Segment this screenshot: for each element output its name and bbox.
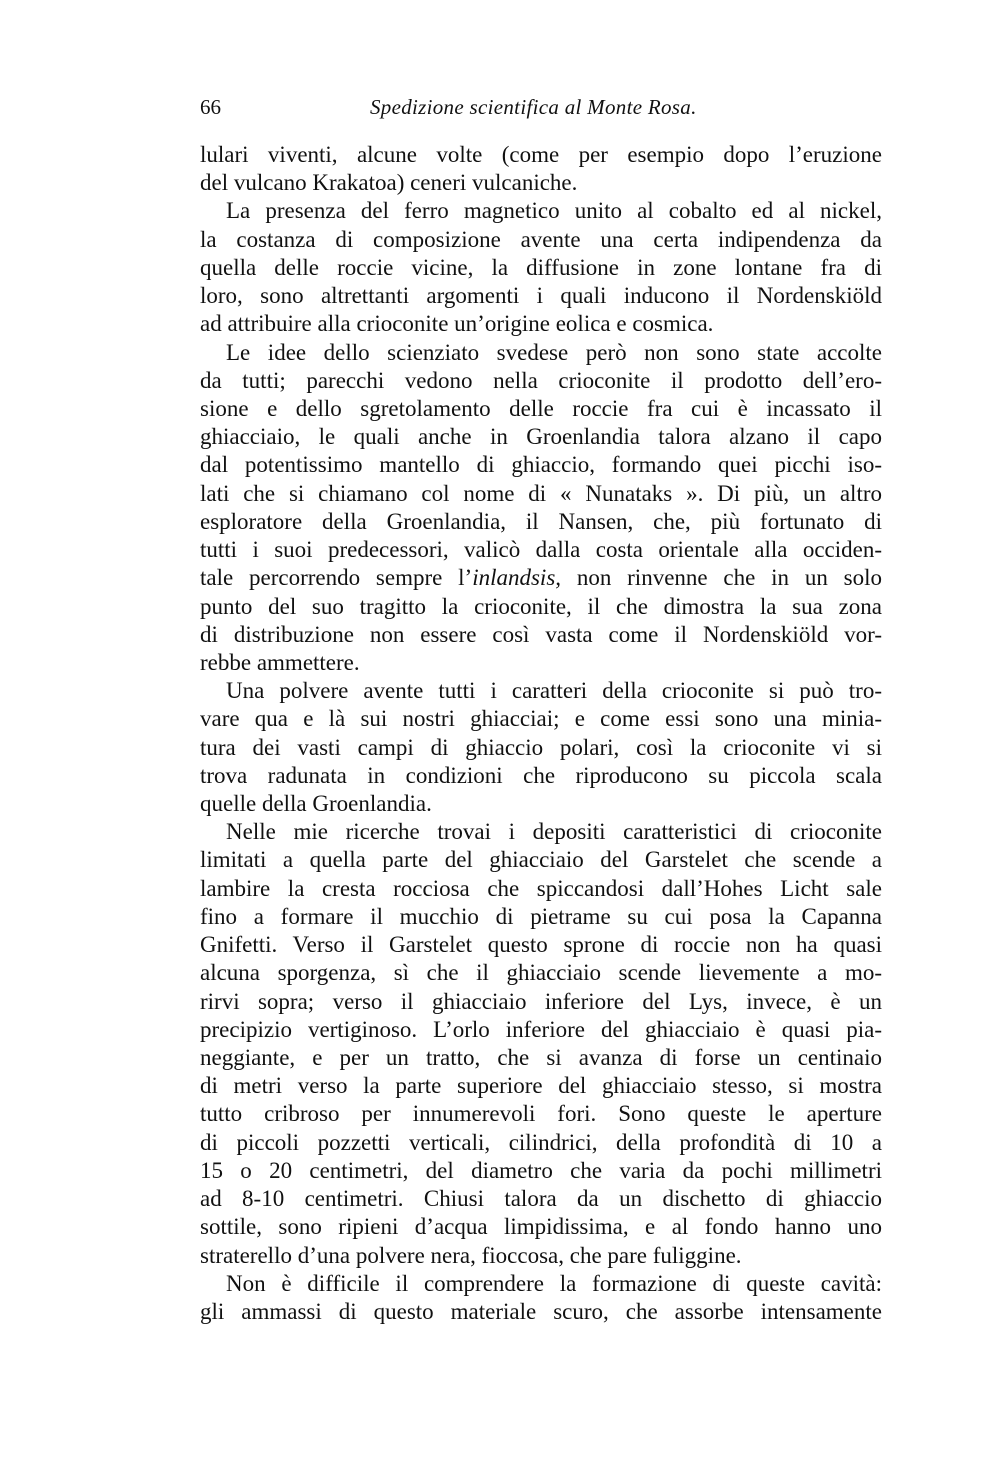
text-line: fino a formare il mucchio di pietrame su cui posa la Capanna <box>200 903 882 929</box>
text-line: tura dei vasti campi di ghiaccio polari, così la crioconite vi si <box>200 734 882 760</box>
text-line: vare qua e là sui nostri ghiacciai; e come essi sono una minia- <box>200 706 882 732</box>
text-line: Non è difficile il comprendere la formazione di queste cavità: <box>226 1270 882 1296</box>
text-line: quelle della Groenlandia. <box>200 791 432 817</box>
text-line: limitati a quella parte del ghiacciaio del Garstelet che scende a <box>200 847 882 873</box>
text-line: ad attribuire alla crioconite un’origine eolica e cosmica. <box>200 311 714 337</box>
text-line: 15 o 20 centimetri, del diametro che varia da pochi millimetri <box>200 1157 882 1183</box>
text-line: tutti i suoi predecessori, valicò dalla costa orientale alla occiden- <box>200 537 882 563</box>
text-line: tutto cribroso per innumerevoli fori. Sono queste le aperture <box>200 1101 882 1127</box>
running-title: Spedizione scientifica al Monte Rosa. <box>370 95 697 119</box>
text-line: ghiacciaio, le quali anche in Groenlandia talora alzano il capo <box>200 424 882 450</box>
text-line: quella delle roccie vicine, la diffusione in zone lontane fra di <box>200 254 882 280</box>
text-line: lulari viventi, alcune volte (come per esempio dopo l’eruzione <box>200 142 882 167</box>
italic-term: inlandsis, <box>472 565 562 591</box>
text-line: loro, sono altrettanti argomenti i quali inducono il Nordenskiöld <box>200 283 882 309</box>
page-number: 66 <box>200 95 221 119</box>
text-line: esploratore della Groenlandia, il Nansen, che, più fortunato di <box>200 508 882 534</box>
text-line: precipizio vertiginoso. L’orlo inferiore del ghiacciaio è quasi pia- <box>200 1016 882 1042</box>
text-line: del vulcano Krakatoa) ceneri vulcaniche. <box>200 170 578 196</box>
text-line: Una polvere avente tutti i caratteri della crioconite si può tro- <box>226 678 882 704</box>
text-line: gli ammassi di questo materiale scuro, che assorbe intensamente <box>200 1298 882 1324</box>
text-line: punto del suo tragitto la crioconite, il che dimostra la sua zona <box>200 593 882 619</box>
text-line: rirvi sopra; verso il ghiacciaio inferiore del Lys, invece, è un <box>200 988 882 1014</box>
text-line: Le idee dello scienziato svedese però non sono state accolte <box>226 339 882 365</box>
text-line: rebbe ammettere. <box>200 649 360 675</box>
text-line: ad 8-10 centimetri. Chiusi talora da un dischetto di ghiaccio <box>200 1186 882 1212</box>
text-line: dal potentissimo mantello di ghiaccio, formando quei picchi iso- <box>200 452 882 478</box>
text-line: la costanza di composizione avente una certa indipendenza da <box>200 226 882 252</box>
text-line: di distribuzione non essere così vasta come il Nordenskiöld vor- <box>200 621 882 647</box>
text-line: straterello d’una polvere nera, fioccosa, che pare fuliggine. <box>200 1242 742 1268</box>
text-line: lati che si chiamano col nome di « Nunataks ». Di più, un altro <box>200 480 882 506</box>
text-line: sottile, sono ripieni d’acqua limpidissima, e al fondo hanno uno <box>200 1214 882 1240</box>
page-header <box>200 95 880 125</box>
text-line: Gnifetti. Verso il Garstelet questo sprone di roccie non ha quasi <box>200 932 882 958</box>
text-line: tale percorrendo sempre l’inlandsis, non rinvenne che in un solo <box>200 565 882 591</box>
text-line: di metri verso la parte superiore del ghiacciaio stesso, si mostra <box>200 1073 882 1099</box>
text-line: da tutti; parecchi vedono nella crioconite il prodotto dell’ero- <box>200 367 882 393</box>
text-line: alcuna sporgenza, sì che il ghiacciaio scende lievemente a mo- <box>200 960 882 986</box>
body-text <box>200 141 882 1326</box>
text-line: di piccoli pozzetti verticali, cilindrici, della profondità di 10 a <box>200 1129 882 1155</box>
text-line: sione e dello sgretolamento delle roccie fra cui è incassato il <box>200 395 882 421</box>
text-line: Nelle mie ricerche trovai i depositi caratteristici di crioconite <box>226 819 882 845</box>
text-line: lambire la cresta rocciosa che spiccandosi dall’Hohes Licht sale <box>200 875 882 901</box>
text-line: La presenza del ferro magnetico unito al cobalto ed al nickel, <box>226 198 882 224</box>
text-line: trova radunata in condizioni che riproducono su piccola scala <box>200 762 882 788</box>
text-line: neggiante, e per un tratto, che si avanza di forse un centinaio <box>200 1045 882 1070</box>
